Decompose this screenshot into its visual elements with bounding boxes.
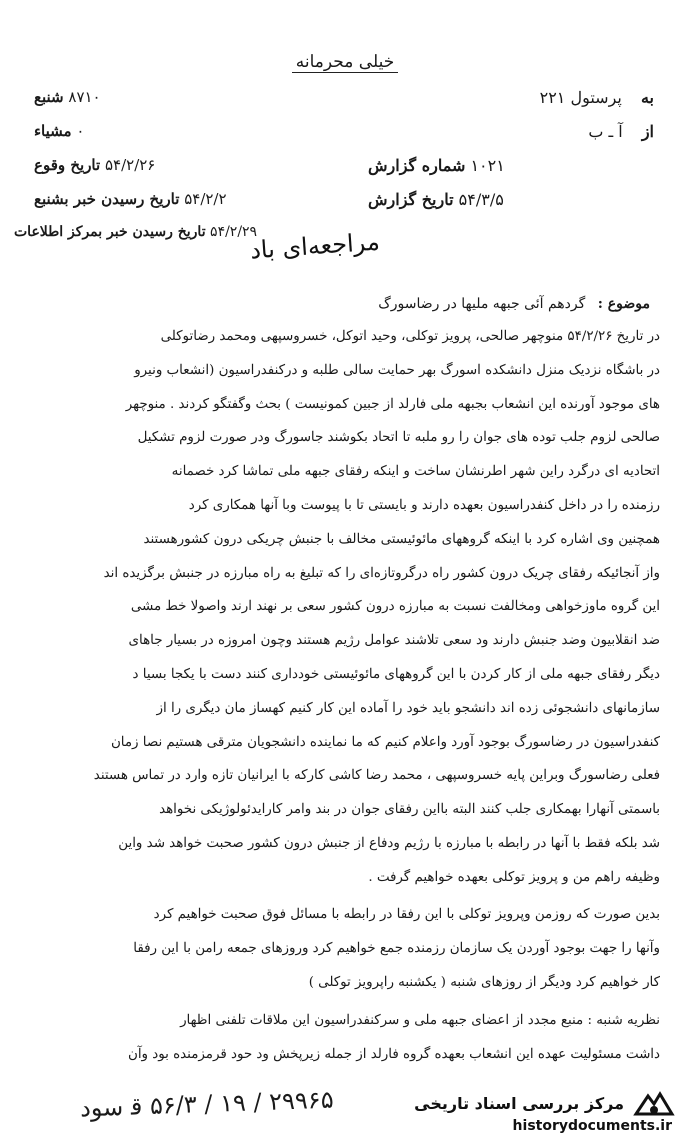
header-from-label: از xyxy=(641,122,654,141)
header-from-value: آ ـ ب xyxy=(588,122,623,141)
header-origin-value: ۰ xyxy=(76,122,85,140)
body-line: کار خواهیم کرد ودیگر از روزهای شنبه ( یکشنبه راپرویز توکلی ) xyxy=(308,974,660,990)
body-line: بدین صورت که روزمن وپرویز توکلی با این رفقا در رابطه با مسائل فوق صحبت خواهیم کرد xyxy=(153,907,660,922)
body-line: اتحادیه ای درگرد راین شهر اطرنشان ساخت و اینکه رفقای جبهه ملی تماشا کرد خصمانه xyxy=(171,464,660,480)
body-line: صالحی لزوم جلب توده های جوان را رو ملبه تا اتحاد بکوشند جاسورگ ودر صورت لزوم تشکیل xyxy=(137,430,660,446)
body-paragraph-3 xyxy=(20,1004,660,1072)
watermark-url[interactable]: historydocuments.ir xyxy=(512,1118,672,1134)
body-line: این گروه ماوزخواهی ومخالفت نسبت به مبارزه درون کشور سعی بر نهند ارند واصولا خط مشی xyxy=(130,599,660,615)
archive-logo-icon xyxy=(630,1090,678,1120)
body-line: وظیفه راهم من و پرویز توکلی بعهده خواهیم گرفت . xyxy=(368,869,660,885)
classification-text: خیلی محرمانه xyxy=(292,52,398,73)
header-report-date xyxy=(354,190,654,209)
header-origin xyxy=(20,122,310,140)
header-to-value: پرستول ۲۲۱ xyxy=(539,88,622,107)
handwritten-file-code: ۲۹۹۶۵ / ۱۹ / ۵۶/۳ ق‍ سود xyxy=(79,1085,335,1123)
body-line: سازمانهای دانشجوئی زده اند دانشجو باید خود را آماده این کار کنیم کهساز مان دیگری را از xyxy=(156,700,660,716)
body-line: نظریه شنبه : منبع مجدد از اعضای جبهه ملی و سرکنفدراسیون این ملاقات تلفنی اظهار xyxy=(180,1013,660,1028)
header-report-number xyxy=(354,156,654,175)
site-watermark xyxy=(382,1090,682,1142)
header-source xyxy=(20,88,310,106)
body-line: واز آنجائیکه رفقای چریک درون کشور راه درگروتازه‌ای را که تبلیغ به راه مبارزه در جنبش برگزیده اند xyxy=(103,565,660,581)
header-report-date-label: تاریخ گزارش xyxy=(368,190,454,209)
header-report-number-label: شماره گزارش xyxy=(368,156,466,175)
header-source-received-date-value: ۵۴/۲/۲ xyxy=(184,190,227,208)
body-line: باسمتی آنهارا بهمکاری جلب کنند البته بااین رفقای جوان در بند وامر کارایدئولوژیکی نخواهد xyxy=(159,802,660,818)
header-event-date-value: ۵۴/۲/۲۶ xyxy=(104,156,156,174)
body-line: شد بلکه فقط با آنها در رابطه با مبارزه با رژیم ودفاع از جنبش درون کشور صحبت خواهد شد واین xyxy=(118,835,660,851)
header-source-received-date xyxy=(20,190,310,208)
header-center-received-date-value: ۵۴/۲/۲۹ xyxy=(210,224,258,240)
classification-heading xyxy=(0,52,690,72)
body-line: همچنین وی اشاره کرد با اینکه گروههای مائوئیستی مخالف با جنبش چریکی درون کشورهستند xyxy=(143,531,660,547)
handwritten-stamp: مراجعه‌ای باد xyxy=(249,227,381,265)
subject-label: موضوع : xyxy=(597,296,650,312)
body-line: رزمنده را در داخل کنفدراسیون بعهده دارند و بایستی تا با پیوست وبا آنها همکاری کرد xyxy=(188,497,660,513)
subject-line xyxy=(378,296,650,312)
body-line: ضد انقلابیون وضد جنبش دارند ود سعی تلاشند عوامل رژیم هستند وچون امروزه در بسیار جاهای xyxy=(128,633,660,649)
header-event-date xyxy=(20,156,310,174)
body-line: دیگر رفقای جبهه ملی از کار کردن با این گروههای مائوئیستی خودداری کنند دست با یکجا بسیا د xyxy=(132,666,660,682)
body-line: کنفدراسیون در رضاسورگ بوجود آورد واعلام کنیم که ما نماینده دانشجویان مترقی هستیم نصا زمان xyxy=(110,734,660,750)
header-report-number-value: ۱۰۲۱ xyxy=(470,156,505,175)
header-from xyxy=(354,122,654,141)
body-line: های موجود آورنده این انشعاب بجبهه ملی فارلد از جبین کمونیست ) بحث وگفتگو کردند . منوچهر xyxy=(125,396,660,412)
body-line: در باشگاه نزدیک منزل دانشکده اسورگ بهر حمایت سالی طلبه و درکنفدراسیون (انشعاب ونیرو xyxy=(134,362,660,378)
header-source-label: شنبع xyxy=(34,88,64,106)
header-origin-label: مشیاء xyxy=(34,122,72,140)
subject-text: گردهم آئی جبهه ملیها در رضاسورگ xyxy=(378,296,586,312)
body-line: فعلی رضاسورگ وبراین پایه خسروسپهی ، محمد رضا کاشی کارکه با ایرانیان تازه وارد در تماس هستند xyxy=(93,768,660,784)
body-paragraph-2 xyxy=(20,898,660,999)
body-line: داشت مسئولیت عهده این انشعاب بعهده گروه فارلد از جمله زیرپخش ود حود قرمزمنده بود وآن xyxy=(127,1046,660,1062)
header-source-received-date-label: تاریخ رسیدن خبر بشنبع xyxy=(34,190,180,208)
body-line: وآنها را جهت بوجود آوردن یک سازمان رزمنده جمع خواهیم کرد وروزهای جمعه رامن با این رفقا xyxy=(133,940,660,956)
watermark-title: مرکز بررسی اسناد تاریخی xyxy=(414,1094,624,1113)
body-paragraph-1 xyxy=(20,320,660,895)
header-to xyxy=(354,88,654,107)
header-center-received-date-label: تاریخ رسیدن خبر بمرکز اطلاعات xyxy=(14,224,206,240)
body-line: در تاریخ ۵۴/۲/۲۶ منوچهر صالحی، پرویز توکلی، وحید اتوکل، خسروسپهی ومحمد رضاتوکلی xyxy=(160,329,660,344)
header-to-label: به xyxy=(640,88,654,107)
header-event-date-label: تاریخ وقوع xyxy=(34,156,101,174)
header-source-value: ۸۷۱۰ xyxy=(68,88,101,106)
header-report-date-value: ۵۴/۳/۵ xyxy=(458,190,504,209)
